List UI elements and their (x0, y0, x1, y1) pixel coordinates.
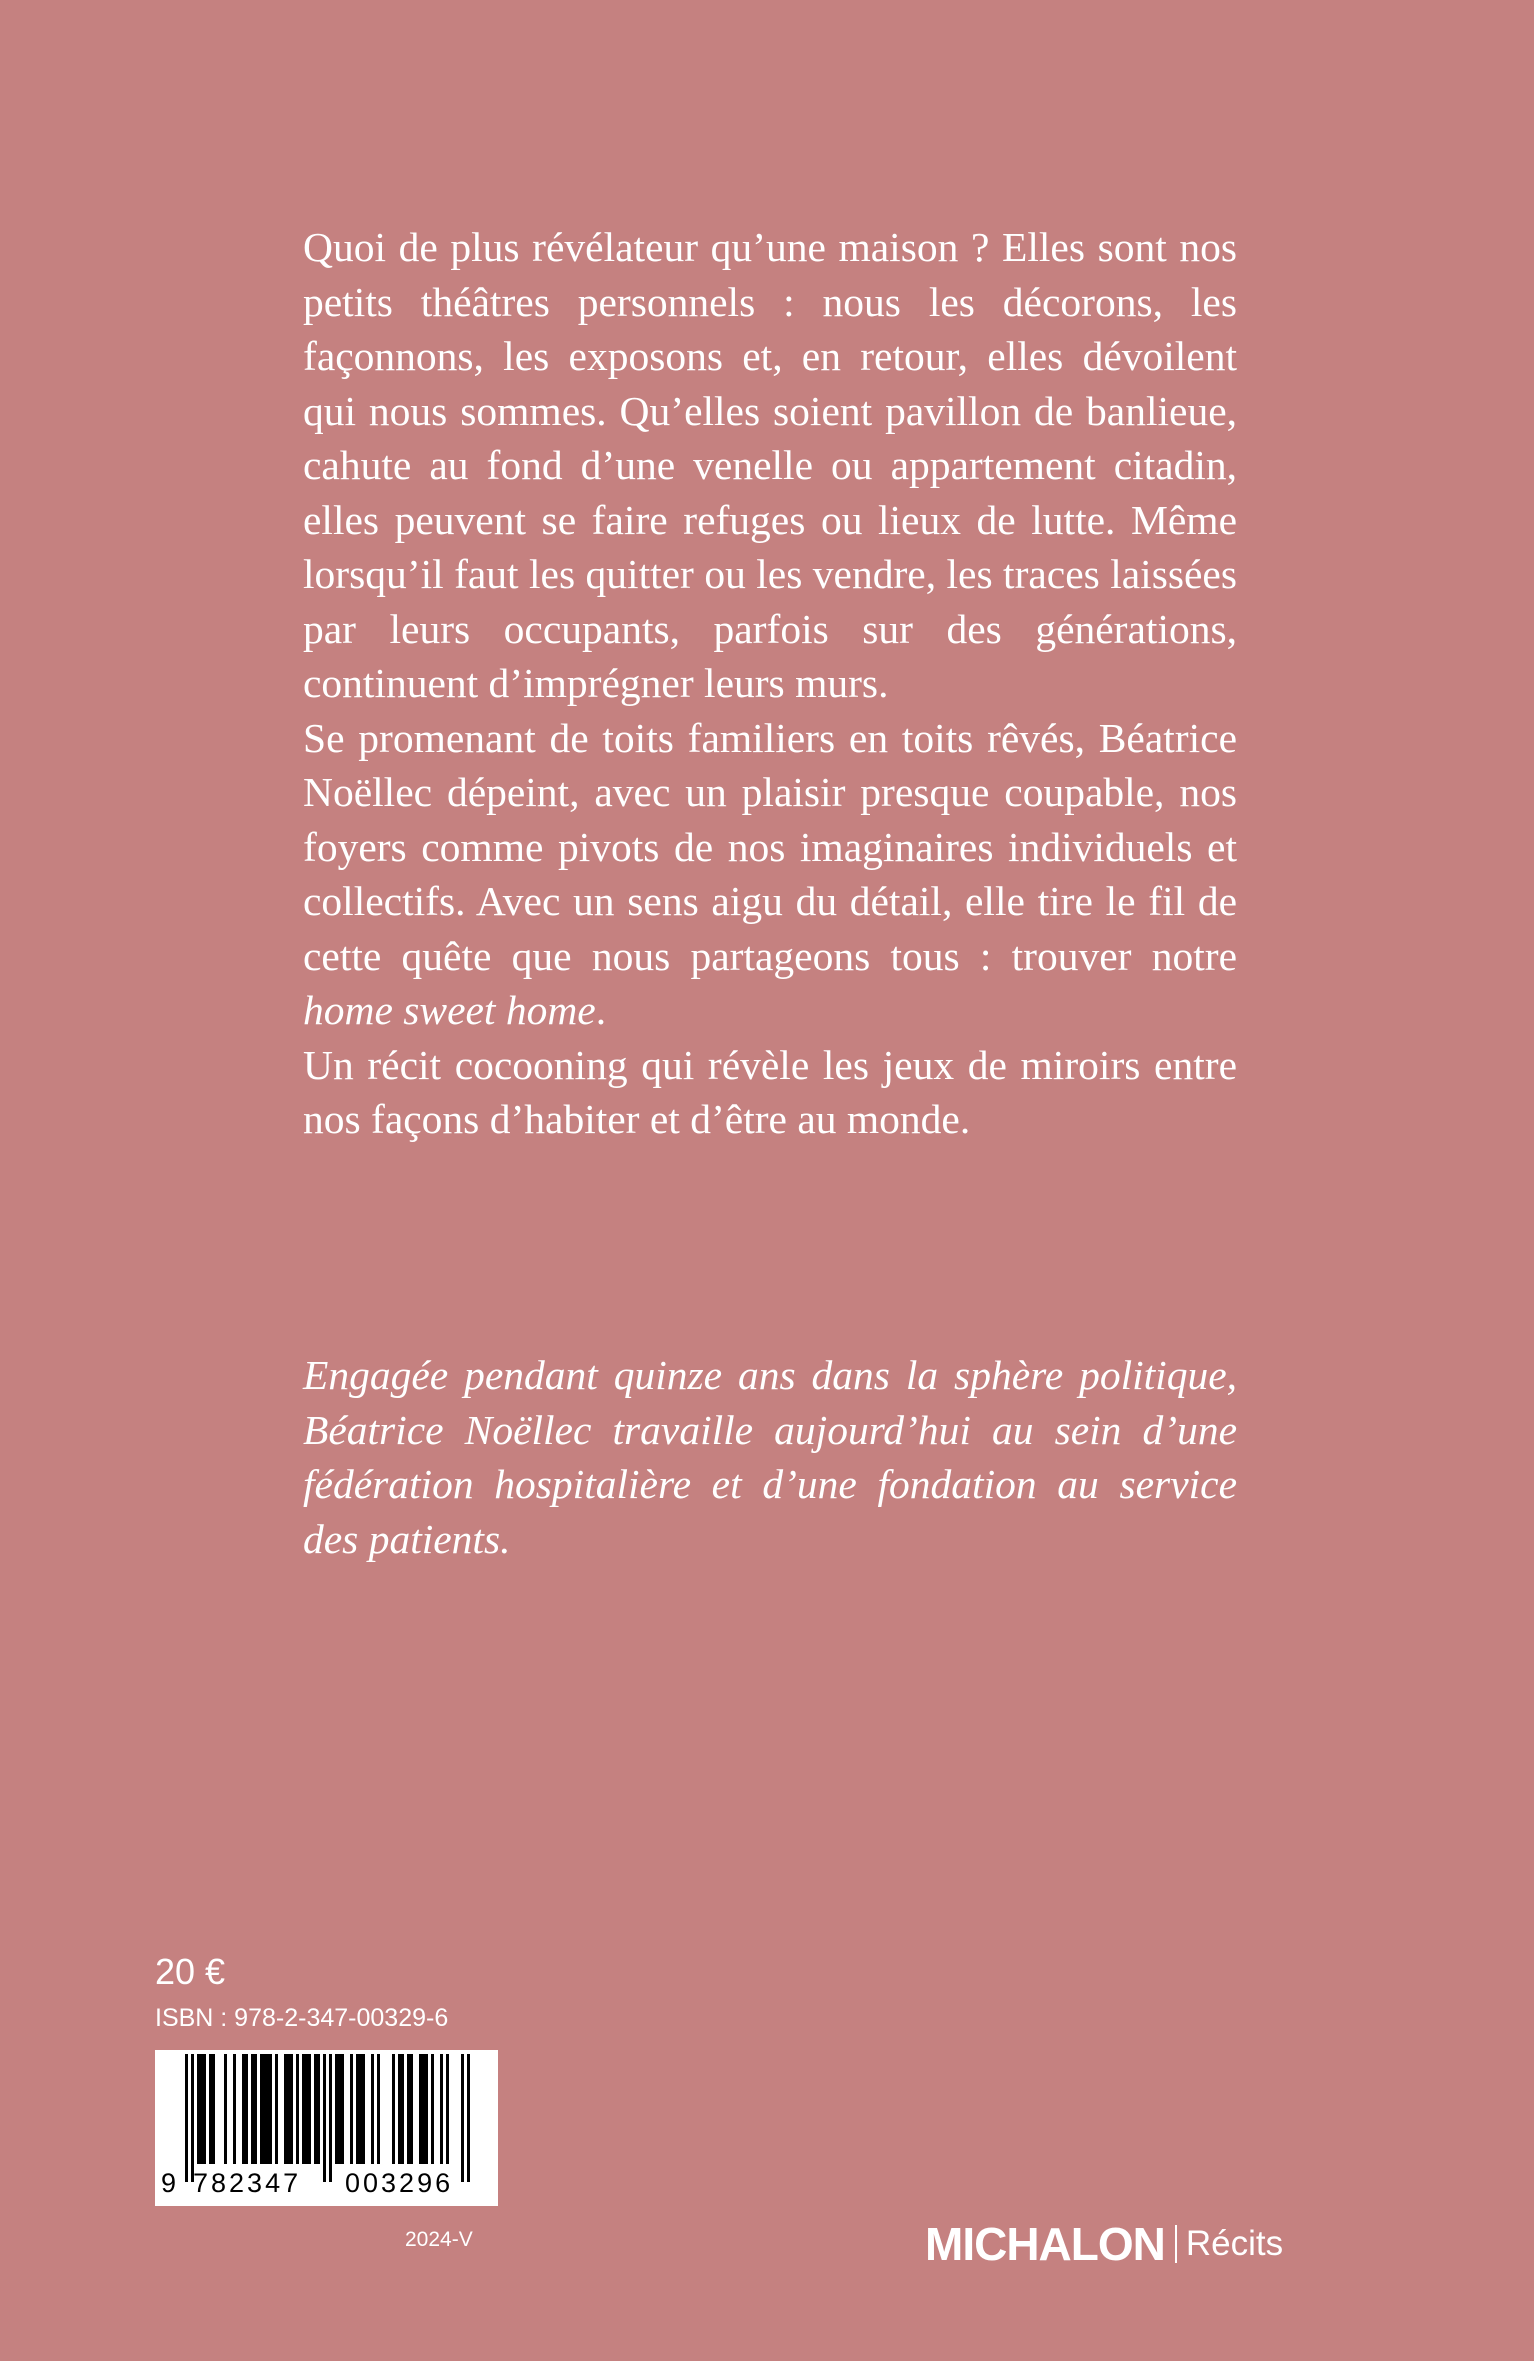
barcode-bar (242, 2054, 245, 2164)
barcode-bar (200, 2054, 203, 2164)
isbn-label: ISBN : 978-2-347-00329-6 (155, 2004, 449, 2032)
barcode-bar (287, 2054, 290, 2164)
barcode-bar (338, 2054, 341, 2164)
barcode-left-group: 782347 (193, 2168, 302, 2198)
barcode-bar (263, 2054, 266, 2164)
barcode-bar (245, 2054, 248, 2164)
barcode-bar (407, 2054, 410, 2164)
barcode-bar (317, 2054, 320, 2164)
barcode-right-group: 003296 (345, 2168, 454, 2198)
barcode-bar (305, 2054, 308, 2164)
publisher-collection: Récits (1185, 2224, 1284, 2263)
barcode-bar (425, 2054, 428, 2164)
barcode-guard-bar (467, 2054, 470, 2182)
back-cover-blurb (303, 220, 1237, 1147)
barcode-digits (155, 2164, 498, 2202)
barcode-bar (401, 2054, 404, 2164)
price-label: 20 € (155, 1951, 226, 1992)
barcode-guard-bar (329, 2054, 332, 2182)
barcode-bar (398, 2054, 401, 2164)
edition-code: 2024-V (405, 2228, 473, 2251)
barcode-bar (410, 2054, 413, 2164)
barcode-bar (335, 2054, 338, 2164)
barcode-bar (209, 2054, 212, 2164)
barcode-bar (341, 2054, 344, 2164)
blurb-italic-phrase: home sweet home (303, 987, 596, 1033)
barcode-bar (419, 2054, 422, 2164)
blurb-paragraph-3: Un récit cocooning qui révèle les jeux de miroirs entre nos façons d’habiter et d’être au monde. (303, 1041, 1237, 1142)
barcode-bar (212, 2054, 215, 2164)
barcode-bar (431, 2054, 434, 2164)
barcode-bar (260, 2054, 263, 2164)
isbn-barcode (155, 2050, 498, 2206)
barcode-bar (446, 2054, 449, 2164)
barcode-bar (308, 2054, 311, 2164)
barcode-bar (422, 2054, 425, 2164)
barcode-bar (251, 2054, 254, 2164)
barcode-guard-bar (185, 2054, 188, 2182)
barcode-bar (203, 2054, 206, 2164)
barcode-first-digit: 9 (161, 2168, 177, 2198)
publisher-name: MICHALON (925, 2218, 1165, 2270)
blurb-paragraph-2 (303, 711, 1237, 1038)
barcode-bar (362, 2054, 365, 2164)
barcode-bar (314, 2054, 317, 2164)
blurb-paragraph-2-end: . (595, 987, 607, 1033)
barcode-bar (197, 2054, 200, 2164)
barcode-bar (371, 2054, 374, 2164)
barcode-bar (356, 2054, 359, 2164)
barcode-bar (233, 2054, 236, 2164)
barcode-bar (290, 2054, 293, 2164)
barcode-bar (359, 2054, 362, 2164)
author-bio: Engagée pendant quinze ans dans la sphère politique, Béatrice Noëllec travaille aujourd’hui au sein d’une fédération hospitalière et d’une fondation au service des patients. (303, 1352, 1237, 1562)
barcode-bar (302, 2054, 305, 2164)
barcode-bar (392, 2054, 395, 2164)
barcode-bar (350, 2054, 353, 2164)
barcode-bar (224, 2054, 227, 2164)
barcode-bar (284, 2054, 287, 2164)
barcode-guard-bar (461, 2054, 464, 2182)
barcode-guard-bar (191, 2054, 194, 2182)
publisher-logo (925, 2214, 1283, 2274)
barcode-bar (377, 2054, 380, 2164)
barcode-bar (440, 2054, 443, 2164)
barcode-bar (275, 2054, 278, 2164)
barcode-guard-bar (323, 2054, 326, 2182)
blurb-paragraph-1: Quoi de plus révélateur qu’une maison ? Elles sont nos petits théâtres personnels : nous les décorons, les façonnons, les exposons et, en retour, elles dévoilent qui nous sommes. Qu’elles soient pavillon de banlieue, cahute au fond d’une venelle ou appartement citadin, elles peuvent se faire refuges ou lieux de lutte. Même lorsqu’il faut les quitter ou les vendre, les traces laissées par leurs occupants, parfois sur des générations, continuent d’imprégner leurs murs. (303, 224, 1237, 706)
blurb-paragraph-2-text: Se promenant de toits familiers en toits rêvés, Béatrice Noëllec dépeint, avec un plaisir presque coupable, nos foyers comme pivots de nos imaginaires individuels et collectifs. Avec un sens aigu du détail, elle tire le fil de cette quête que nous partageons tous : trouver notre (303, 714, 1237, 979)
barcode-bar (269, 2054, 272, 2164)
publisher-divider (1175, 2225, 1177, 2263)
barcode-bar (266, 2054, 269, 2164)
barcode-bar (254, 2054, 257, 2164)
barcode-bar (296, 2054, 299, 2164)
